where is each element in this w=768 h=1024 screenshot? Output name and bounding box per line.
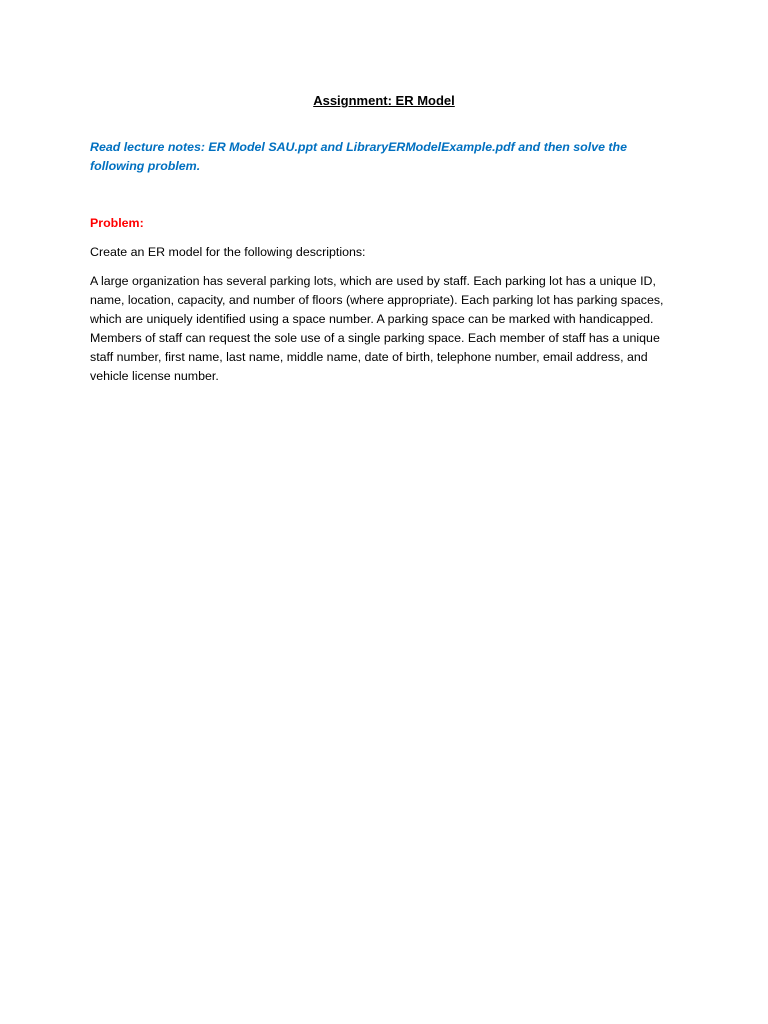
intro-paragraph: Create an ER model for the following descriptions: [90,245,366,259]
description-paragraph: A large organization has several parking lots, which are used by staff. Each parking lot has a unique ID, name, location, capacity, and number of floors (where appropriate). Each parking lot has parking spaces, which are uniquely identified using a space number. A parking space can be marked with handicapped. Members of staff can request the sole use of a single parking space. Each member of staff has a unique staff number, first name, last name, middle name, date of birth, telephone number, email address, and vehicle license number. [90,274,664,383]
instruction-paragraph: Read lecture notes: ER Model SAU.ppt and LibraryERModelExample.pdf and then solve the following problem. [90,140,628,173]
problem-heading: Problem: [90,216,144,230]
page-title: Assignment: ER Model [313,93,455,108]
